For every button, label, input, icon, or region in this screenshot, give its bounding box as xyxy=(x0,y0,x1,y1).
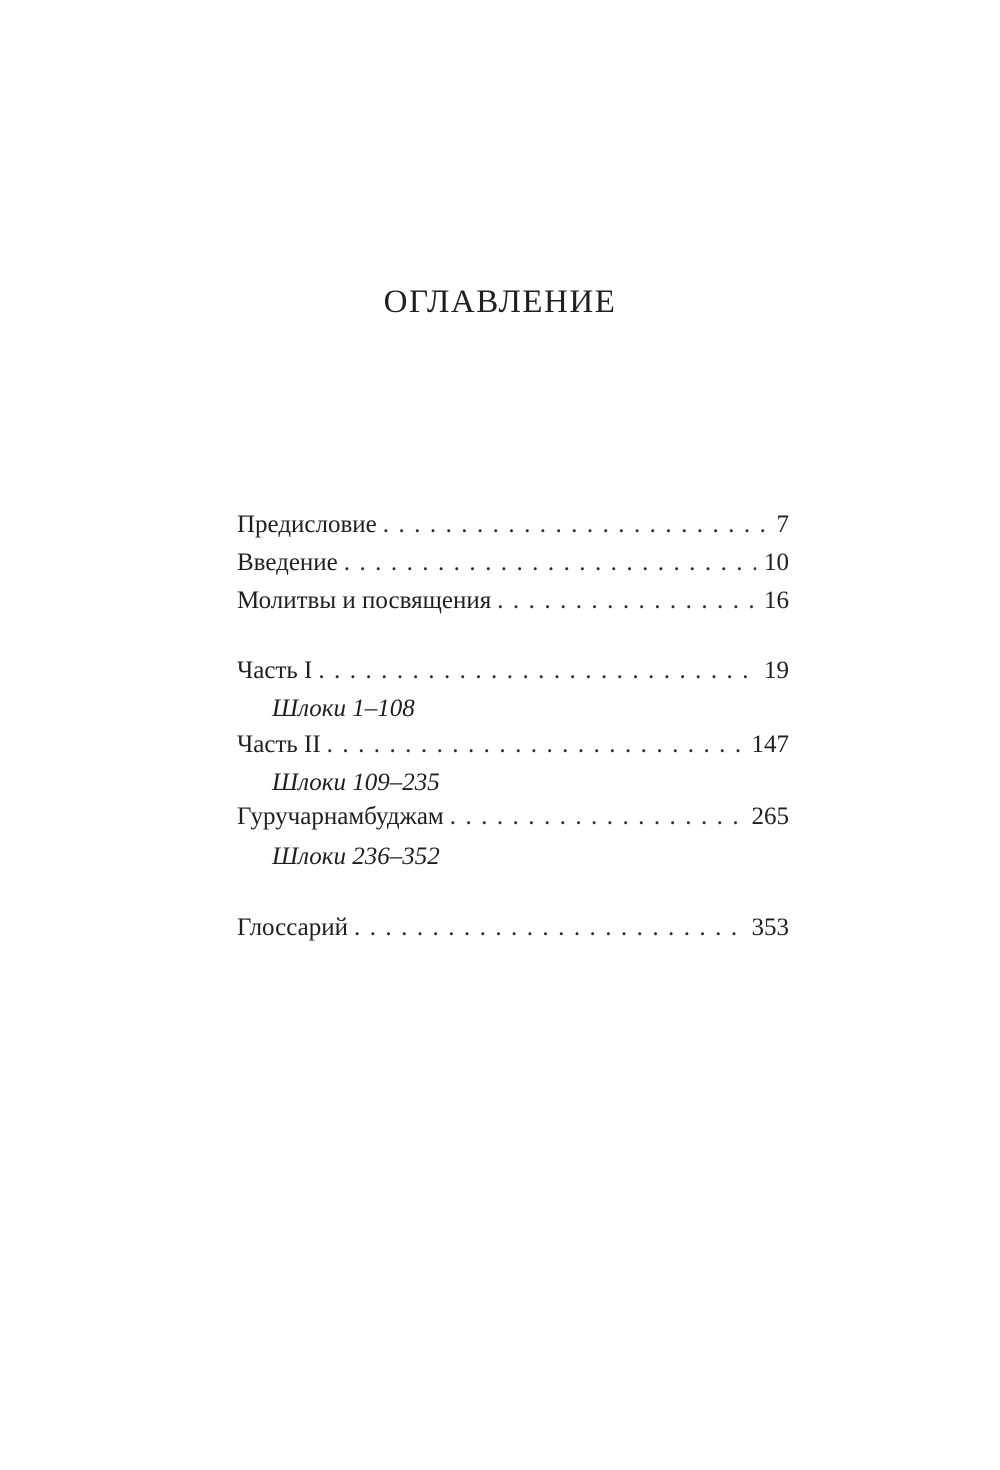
toc-entry-part-1[interactable] xyxy=(237,654,789,688)
toc-entry-label: Глоссарий xyxy=(237,914,349,941)
toc-entry-label: Гуручарнамбуджам xyxy=(237,803,444,830)
toc-entry-gurucharnambujam[interactable] xyxy=(237,800,789,834)
toc-entry-page-number: 265 xyxy=(751,803,789,830)
toc-entry-preface[interactable] xyxy=(237,508,789,542)
toc-entry-label: Введение xyxy=(237,549,338,576)
page-title: ОГЛАВЛЕНИЕ xyxy=(383,284,617,320)
dot-leader xyxy=(497,584,756,618)
toc-entry-page-number: 7 xyxy=(776,511,789,538)
toc-entry-label: Часть I xyxy=(237,657,313,684)
toc-entry-part-2[interactable] xyxy=(237,728,789,762)
dot-leader xyxy=(383,508,769,542)
dot-leader xyxy=(354,911,743,945)
toc-entry-gurucharnambujam-shlokas: Шлоки 236–352 xyxy=(272,843,440,870)
toc-entry-page-number: 147 xyxy=(751,731,789,758)
dot-leader xyxy=(327,728,744,762)
toc-entry-page-number: 19 xyxy=(764,657,789,684)
toc-entry-introduction[interactable] xyxy=(237,546,789,580)
toc-entry-part-1-shlokas: Шлоки 1–108 xyxy=(272,695,415,722)
toc-entry-glossary[interactable] xyxy=(237,911,789,945)
toc-entry-page-number: 16 xyxy=(764,587,789,614)
toc-entry-page-number: 353 xyxy=(751,914,789,941)
toc-entry-page-number: 10 xyxy=(764,549,789,576)
dot-leader xyxy=(344,546,756,580)
toc-entry-label: Предисловие xyxy=(237,511,377,538)
toc-entry-part-2-shlokas: Шлоки 109–235 xyxy=(272,769,440,796)
dot-leader xyxy=(318,654,756,688)
toc-entry-label: Часть II xyxy=(237,731,321,758)
dot-leader xyxy=(450,800,744,834)
toc-entry-prayers[interactable] xyxy=(237,584,789,618)
toc-entry-label: Молитвы и посвящения xyxy=(237,587,492,614)
